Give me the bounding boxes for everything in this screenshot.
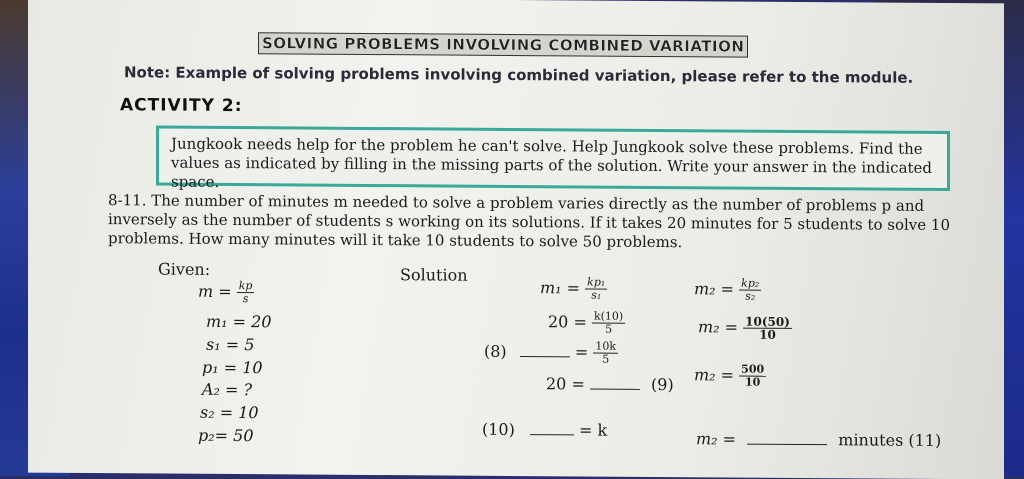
answer-blank-10[interactable] (530, 420, 574, 435)
sol1-row1-den: s₁ (591, 288, 602, 302)
given-formula-fraction (237, 280, 255, 305)
given-item: p₁ = 10 (202, 357, 263, 378)
sol2-row2-fraction (743, 316, 792, 341)
sol2-row2-num: 10(50) (745, 314, 790, 329)
given-item: p₂= 50 (198, 425, 254, 446)
instructions-box (156, 125, 950, 191)
sol2-row1 (694, 277, 761, 302)
sol1-row5 (482, 420, 607, 440)
given-item: m₁ = 20 (206, 311, 272, 332)
sol2-row3-num: 500 (741, 362, 765, 376)
answer-label-10: (10) (482, 419, 515, 439)
sol2-row1-fraction (739, 278, 761, 303)
given-formula-num: kp (238, 279, 253, 293)
answer-blank-8[interactable] (520, 342, 570, 357)
given-label: Given: (158, 259, 211, 279)
given-formula (198, 280, 254, 305)
answer-label-8: (8) (484, 341, 507, 361)
sol1-row1-num: kp₁ (587, 275, 606, 289)
sol2-row1-lhs: m₂ = (694, 279, 735, 299)
sol1-row3-fraction (593, 341, 618, 366)
sol2-row4 (696, 429, 941, 450)
sol1-row2-lhs: 20 = (548, 312, 587, 332)
sol1-row3-eq: = (574, 342, 589, 362)
sol2-row3-den: 10 (745, 375, 761, 389)
sol1-row4-lhs: 20 = (546, 374, 585, 394)
sol2-row2-den: 10 (759, 327, 776, 342)
answer-label-11: minutes (11) (838, 430, 942, 450)
sol1-row1-fraction (585, 276, 607, 301)
module-note: Note: Example of solving problems involving combined variation, please refer to the module. (124, 63, 914, 87)
sol2-row1-den: s₂ (745, 289, 756, 303)
sol1-row1 (540, 276, 607, 301)
worksheet-title: SOLVING PROBLEMS INVOLVING COMBINED VARIATION (258, 32, 748, 57)
instructions-text: Jungkook needs help for the problem he can't solve. Help Jungkook solve these problems. Find the values as indicated by filling in the missing parts of the solution. Write your answer in the indicated space. (171, 134, 933, 191)
given-formula-den: s (242, 292, 249, 306)
sol1-row4 (546, 374, 674, 394)
answer-blank-11[interactable] (747, 430, 827, 446)
sol1-row3-den: 5 (602, 352, 610, 366)
given-item: A₂ = ? (202, 379, 253, 400)
activity-heading: ACTIVITY 2: (120, 95, 243, 117)
sol2-row2-lhs: m₂ = (698, 317, 739, 337)
sol2-row4-lhs: m₂ = (696, 429, 737, 449)
sol1-row2-num: k(10) (593, 309, 624, 323)
given-formula-lhs: m = (198, 281, 232, 302)
problem-statement: 8-11. The number of minutes m needed to solve a problem varies directly as the number of problems p and inversely as the number of students s working on its solutions. If it takes 20 minutes for 5 students to solve 10 problems. How many minutes will it take 10 students to solve 50 problems. (108, 191, 950, 252)
given-item: s₁ = 5 (206, 334, 255, 355)
sol1-row3-num: 10k (595, 339, 617, 353)
sol1-row2 (548, 310, 625, 336)
sol1-row2-fraction (592, 311, 625, 336)
sol2-row3-lhs: m₂ = (694, 365, 735, 385)
sol1-row3 (484, 340, 618, 366)
sol1-row1-lhs: m₁ = (540, 278, 581, 298)
sol2-row2 (698, 315, 792, 341)
sol2-row1-num: kp₂ (741, 276, 760, 290)
sol1-row5-rhs: = k (579, 420, 608, 440)
sol2-row3 (694, 363, 766, 389)
answer-blank-9[interactable] (590, 375, 640, 390)
solution-label: Solution (400, 265, 468, 285)
sol1-row2-den: 5 (605, 322, 613, 336)
sol2-row3-fraction (739, 364, 766, 389)
given-item: s₂ = 10 (200, 402, 259, 423)
worksheet-page (28, 0, 1004, 479)
answer-label-9: (9) (651, 374, 674, 395)
